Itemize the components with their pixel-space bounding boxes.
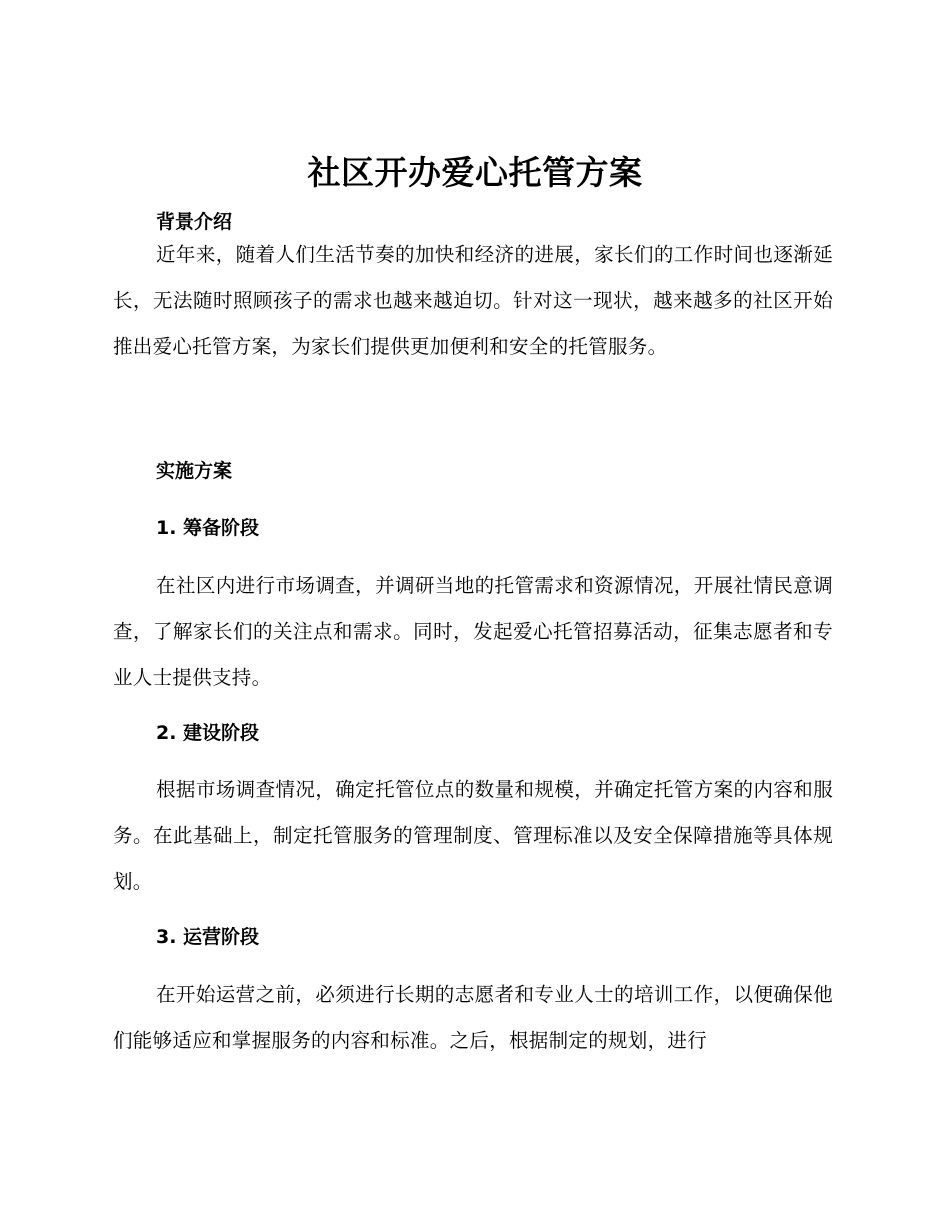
- section-heading-preparation: 1. 筹备阶段: [156, 517, 260, 539]
- section-body-construction: 根据市场调查情况，确定托管位点的数量和规模，并确定托管方案的内容和服务。在此基础上，制定托管服务的管理制度、管理标准以及安全保障措施等具体规划。: [113, 778, 833, 893]
- section-heading-construction: 2. 建设阶段: [156, 722, 260, 744]
- page-title: 社区开办爱心托管方案: [307, 153, 643, 192]
- section-heading-background: 背景介绍: [156, 211, 233, 233]
- section-body-background: 近年来，随着人们生活节奏的加快和经济的进展，家长们的工作时间也逐渐延长，无法随时照顾孩子的需求也越来越迫切。针对这一现状，越来越多的社区开始推出爱心托管方案，为家长们提供更加便利和安全的托管服务。: [113, 243, 833, 358]
- section-heading-operation: 3. 运营阶段: [156, 926, 260, 948]
- section-body-preparation: 在社区内进行市场调查，并调研当地的托管需求和资源情况，开展社情民意调查，了解家长们的关注点和需求。同时，发起爱心托管招募活动，征集志愿者和专业人士提供支持。: [113, 574, 833, 689]
- section-body-operation: 在开始运营之前，必须进行长期的志愿者和专业人士的培训工作，以便确保他们能够适应和掌握服务的内容和标准。之后，根据制定的规划，进行: [113, 983, 833, 1052]
- section-heading-implementation: 实施方案: [156, 460, 233, 482]
